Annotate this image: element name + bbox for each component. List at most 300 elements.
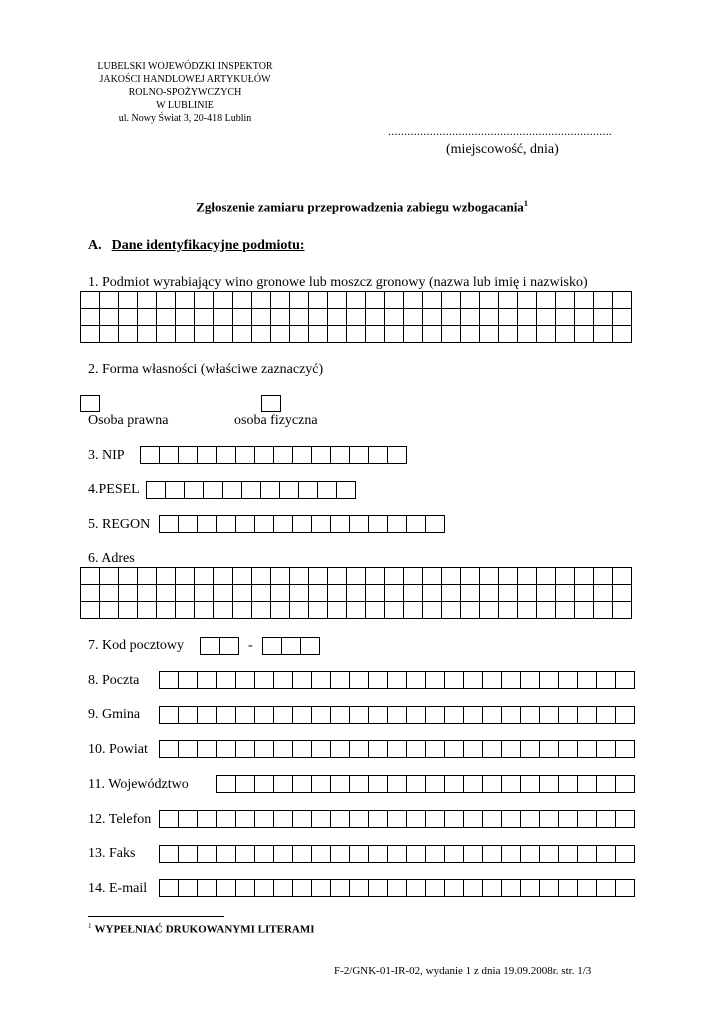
- char-box[interactable]: [312, 447, 331, 464]
- char-box[interactable]: [290, 309, 309, 326]
- char-box[interactable]: [347, 602, 366, 619]
- char-box[interactable]: [597, 776, 616, 793]
- char-box[interactable]: [537, 326, 556, 343]
- char-box[interactable]: [138, 292, 157, 309]
- char-box[interactable]: [214, 326, 233, 343]
- char-box[interactable]: [290, 602, 309, 619]
- char-box[interactable]: [464, 741, 483, 758]
- char-box[interactable]: [616, 880, 635, 897]
- kod-grid-a-table[interactable]: [200, 637, 239, 655]
- char-box[interactable]: [236, 672, 255, 689]
- char-box[interactable]: [616, 672, 635, 689]
- char-box[interactable]: [119, 292, 138, 309]
- char-box[interactable]: [81, 292, 100, 309]
- char-box[interactable]: [388, 811, 407, 828]
- char-box[interactable]: [195, 602, 214, 619]
- char-box[interactable]: [312, 811, 331, 828]
- char-box[interactable]: [480, 292, 499, 309]
- char-box[interactable]: [261, 482, 280, 499]
- char-box[interactable]: [442, 292, 461, 309]
- char-box[interactable]: [331, 516, 350, 533]
- char-box[interactable]: [293, 707, 312, 724]
- char-box[interactable]: [540, 707, 559, 724]
- char-box[interactable]: [160, 516, 179, 533]
- char-box[interactable]: [312, 672, 331, 689]
- char-box[interactable]: [223, 482, 242, 499]
- char-box[interactable]: [480, 326, 499, 343]
- char-box[interactable]: [331, 880, 350, 897]
- char-box[interactable]: [499, 326, 518, 343]
- char-box[interactable]: [350, 811, 369, 828]
- char-box[interactable]: [540, 672, 559, 689]
- char-box[interactable]: [464, 672, 483, 689]
- char-box[interactable]: [540, 846, 559, 863]
- char-box[interactable]: [423, 602, 442, 619]
- char-box[interactable]: [518, 326, 537, 343]
- char-box[interactable]: [100, 292, 119, 309]
- char-box[interactable]: [233, 292, 252, 309]
- char-box[interactable]: [160, 741, 179, 758]
- char-box[interactable]: [217, 776, 236, 793]
- char-box[interactable]: [179, 880, 198, 897]
- char-box[interactable]: [369, 672, 388, 689]
- char-box[interactable]: [404, 292, 423, 309]
- char-box[interactable]: [138, 326, 157, 343]
- char-box[interactable]: [461, 309, 480, 326]
- char-box[interactable]: [350, 516, 369, 533]
- char-box[interactable]: [613, 568, 632, 585]
- char-box[interactable]: [594, 292, 613, 309]
- char-box[interactable]: [537, 292, 556, 309]
- char-box[interactable]: [236, 741, 255, 758]
- char-box[interactable]: [423, 326, 442, 343]
- char-box[interactable]: [597, 880, 616, 897]
- char-box[interactable]: [290, 326, 309, 343]
- char-box[interactable]: [480, 602, 499, 619]
- char-box[interactable]: [483, 776, 502, 793]
- char-box[interactable]: [160, 880, 179, 897]
- char-box[interactable]: [388, 707, 407, 724]
- char-box[interactable]: [290, 568, 309, 585]
- email-grid-table[interactable]: [159, 879, 635, 897]
- char-box[interactable]: [366, 585, 385, 602]
- char-box[interactable]: [100, 326, 119, 343]
- char-box[interactable]: [502, 776, 521, 793]
- char-box[interactable]: [502, 846, 521, 863]
- char-box[interactable]: [483, 672, 502, 689]
- char-box[interactable]: [464, 846, 483, 863]
- char-box[interactable]: [442, 568, 461, 585]
- char-box[interactable]: [274, 516, 293, 533]
- nip-grid-table[interactable]: [140, 446, 407, 464]
- char-box[interactable]: [236, 707, 255, 724]
- char-box[interactable]: [559, 707, 578, 724]
- char-box[interactable]: [388, 447, 407, 464]
- char-box[interactable]: [179, 447, 198, 464]
- char-box[interactable]: [214, 309, 233, 326]
- char-box[interactable]: [597, 707, 616, 724]
- char-box[interactable]: [537, 309, 556, 326]
- char-box[interactable]: [369, 776, 388, 793]
- powiat-grid[interactable]: [159, 740, 635, 758]
- char-box[interactable]: [271, 309, 290, 326]
- char-box[interactable]: [613, 292, 632, 309]
- char-box[interactable]: [252, 309, 271, 326]
- pesel-grid-table[interactable]: [146, 481, 356, 499]
- char-box[interactable]: [328, 309, 347, 326]
- char-box[interactable]: [198, 846, 217, 863]
- char-box[interactable]: [350, 741, 369, 758]
- char-box[interactable]: [81, 326, 100, 343]
- char-box[interactable]: [271, 585, 290, 602]
- regon-grid-table[interactable]: [159, 515, 445, 533]
- char-box[interactable]: [540, 811, 559, 828]
- char-box[interactable]: [445, 880, 464, 897]
- char-box[interactable]: [594, 309, 613, 326]
- char-box[interactable]: [407, 672, 426, 689]
- char-box[interactable]: [461, 326, 480, 343]
- char-box[interactable]: [255, 741, 274, 758]
- char-box[interactable]: [81, 602, 100, 619]
- char-box[interactable]: [366, 309, 385, 326]
- char-box[interactable]: [119, 309, 138, 326]
- char-box[interactable]: [426, 811, 445, 828]
- char-box[interactable]: [369, 880, 388, 897]
- podmiot-grid-table[interactable]: [80, 291, 632, 343]
- char-box[interactable]: [347, 568, 366, 585]
- char-box[interactable]: [217, 880, 236, 897]
- char-box[interactable]: [217, 447, 236, 464]
- char-box[interactable]: [385, 326, 404, 343]
- char-box[interactable]: [616, 707, 635, 724]
- poczta-grid-table[interactable]: [159, 671, 635, 689]
- char-box[interactable]: [309, 292, 328, 309]
- char-box[interactable]: [157, 585, 176, 602]
- char-box[interactable]: [499, 292, 518, 309]
- char-box[interactable]: [518, 309, 537, 326]
- char-box[interactable]: [483, 846, 502, 863]
- wojewodztwo-grid-table[interactable]: [216, 775, 635, 793]
- char-box[interactable]: [518, 602, 537, 619]
- char-box[interactable]: [331, 846, 350, 863]
- char-box[interactable]: [293, 846, 312, 863]
- char-box[interactable]: [220, 638, 239, 655]
- char-box[interactable]: [252, 292, 271, 309]
- char-box[interactable]: [426, 516, 445, 533]
- kod-grid-a[interactable]: [200, 637, 239, 655]
- char-box[interactable]: [483, 741, 502, 758]
- char-box[interactable]: [331, 741, 350, 758]
- char-box[interactable]: [198, 880, 217, 897]
- char-box[interactable]: [388, 516, 407, 533]
- char-box[interactable]: [293, 811, 312, 828]
- char-box[interactable]: [328, 585, 347, 602]
- char-box[interactable]: [195, 585, 214, 602]
- char-box[interactable]: [350, 880, 369, 897]
- char-box[interactable]: [347, 585, 366, 602]
- char-box[interactable]: [176, 326, 195, 343]
- char-box[interactable]: [290, 585, 309, 602]
- char-box[interactable]: [119, 568, 138, 585]
- char-box[interactable]: [388, 741, 407, 758]
- char-box[interactable]: [407, 707, 426, 724]
- char-box[interactable]: [578, 707, 597, 724]
- char-box[interactable]: [157, 326, 176, 343]
- char-box[interactable]: [198, 741, 217, 758]
- char-box[interactable]: [597, 846, 616, 863]
- char-box[interactable]: [271, 602, 290, 619]
- char-box[interactable]: [537, 585, 556, 602]
- char-box[interactable]: [597, 811, 616, 828]
- char-box[interactable]: [407, 880, 426, 897]
- char-box[interactable]: [502, 672, 521, 689]
- char-box[interactable]: [499, 568, 518, 585]
- char-box[interactable]: [331, 672, 350, 689]
- char-box[interactable]: [613, 585, 632, 602]
- char-box[interactable]: [274, 846, 293, 863]
- char-box[interactable]: [445, 811, 464, 828]
- char-box[interactable]: [575, 568, 594, 585]
- char-box[interactable]: [201, 638, 220, 655]
- char-box[interactable]: [274, 811, 293, 828]
- checkbox-osoba-fizyczna[interactable]: [261, 395, 281, 412]
- char-box[interactable]: [252, 585, 271, 602]
- char-box[interactable]: [100, 602, 119, 619]
- char-box[interactable]: [575, 309, 594, 326]
- char-box[interactable]: [233, 602, 252, 619]
- char-box[interactable]: [293, 776, 312, 793]
- char-box[interactable]: [575, 602, 594, 619]
- char-box[interactable]: [160, 811, 179, 828]
- char-box[interactable]: [195, 568, 214, 585]
- char-box[interactable]: [518, 568, 537, 585]
- char-box[interactable]: [274, 741, 293, 758]
- char-box[interactable]: [312, 516, 331, 533]
- char-box[interactable]: [347, 309, 366, 326]
- char-box[interactable]: [521, 672, 540, 689]
- char-box[interactable]: [331, 447, 350, 464]
- char-box[interactable]: [179, 846, 198, 863]
- char-box[interactable]: [556, 309, 575, 326]
- char-box[interactable]: [176, 292, 195, 309]
- char-box[interactable]: [81, 309, 100, 326]
- char-box[interactable]: [426, 776, 445, 793]
- char-box[interactable]: [160, 447, 179, 464]
- char-box[interactable]: [309, 602, 328, 619]
- char-box[interactable]: [198, 707, 217, 724]
- char-box[interactable]: [233, 585, 252, 602]
- char-box[interactable]: [274, 447, 293, 464]
- char-box[interactable]: [166, 482, 185, 499]
- char-box[interactable]: [407, 516, 426, 533]
- char-box[interactable]: [499, 309, 518, 326]
- char-box[interactable]: [255, 811, 274, 828]
- char-box[interactable]: [369, 846, 388, 863]
- char-box[interactable]: [204, 482, 223, 499]
- pesel-grid[interactable]: [146, 481, 356, 499]
- char-box[interactable]: [575, 585, 594, 602]
- char-box[interactable]: [597, 672, 616, 689]
- kod-grid-b[interactable]: [262, 637, 320, 655]
- char-box[interactable]: [404, 326, 423, 343]
- char-box[interactable]: [299, 482, 318, 499]
- char-box[interactable]: [293, 880, 312, 897]
- char-box[interactable]: [255, 846, 274, 863]
- char-box[interactable]: [176, 568, 195, 585]
- char-box[interactable]: [138, 585, 157, 602]
- char-box[interactable]: [179, 811, 198, 828]
- char-box[interactable]: [369, 707, 388, 724]
- char-box[interactable]: [537, 568, 556, 585]
- char-box[interactable]: [616, 811, 635, 828]
- char-box[interactable]: [594, 585, 613, 602]
- char-box[interactable]: [556, 292, 575, 309]
- char-box[interactable]: [423, 292, 442, 309]
- char-box[interactable]: [464, 776, 483, 793]
- char-box[interactable]: [255, 672, 274, 689]
- char-box[interactable]: [502, 811, 521, 828]
- char-box[interactable]: [274, 672, 293, 689]
- char-box[interactable]: [301, 638, 320, 655]
- char-box[interactable]: [242, 482, 261, 499]
- powiat-grid-table[interactable]: [159, 740, 635, 758]
- char-box[interactable]: [255, 880, 274, 897]
- char-box[interactable]: [426, 672, 445, 689]
- char-box[interactable]: [366, 292, 385, 309]
- char-box[interactable]: [176, 309, 195, 326]
- char-box[interactable]: [426, 707, 445, 724]
- char-box[interactable]: [521, 776, 540, 793]
- gmina-grid[interactable]: [159, 706, 635, 724]
- char-box[interactable]: [236, 776, 255, 793]
- char-box[interactable]: [426, 880, 445, 897]
- char-box[interactable]: [160, 672, 179, 689]
- char-box[interactable]: [385, 602, 404, 619]
- char-box[interactable]: [575, 292, 594, 309]
- char-box[interactable]: [369, 447, 388, 464]
- char-box[interactable]: [274, 880, 293, 897]
- char-box[interactable]: [483, 811, 502, 828]
- char-box[interactable]: [328, 292, 347, 309]
- char-box[interactable]: [445, 846, 464, 863]
- char-box[interactable]: [540, 880, 559, 897]
- char-box[interactable]: [179, 707, 198, 724]
- char-box[interactable]: [521, 811, 540, 828]
- char-box[interactable]: [147, 482, 166, 499]
- char-box[interactable]: [613, 326, 632, 343]
- char-box[interactable]: [442, 602, 461, 619]
- char-box[interactable]: [119, 326, 138, 343]
- char-box[interactable]: [138, 309, 157, 326]
- char-box[interactable]: [195, 326, 214, 343]
- char-box[interactable]: [540, 776, 559, 793]
- char-box[interactable]: [176, 602, 195, 619]
- char-box[interactable]: [347, 292, 366, 309]
- char-box[interactable]: [521, 846, 540, 863]
- char-box[interactable]: [483, 707, 502, 724]
- char-box[interactable]: [100, 568, 119, 585]
- char-box[interactable]: [255, 447, 274, 464]
- char-box[interactable]: [328, 568, 347, 585]
- podmiot-grid[interactable]: [80, 291, 632, 343]
- char-box[interactable]: [274, 776, 293, 793]
- char-box[interactable]: [282, 638, 301, 655]
- char-box[interactable]: [100, 309, 119, 326]
- char-box[interactable]: [483, 880, 502, 897]
- char-box[interactable]: [613, 602, 632, 619]
- char-box[interactable]: [233, 568, 252, 585]
- char-box[interactable]: [138, 602, 157, 619]
- kod-grid-b-table[interactable]: [262, 637, 320, 655]
- char-box[interactable]: [594, 326, 613, 343]
- char-box[interactable]: [464, 880, 483, 897]
- char-box[interactable]: [366, 602, 385, 619]
- char-box[interactable]: [369, 516, 388, 533]
- char-box[interactable]: [480, 585, 499, 602]
- poczta-grid[interactable]: [159, 671, 635, 689]
- char-box[interactable]: [160, 846, 179, 863]
- regon-grid[interactable]: [159, 515, 445, 533]
- char-box[interactable]: [388, 672, 407, 689]
- char-box[interactable]: [309, 326, 328, 343]
- char-box[interactable]: [423, 585, 442, 602]
- email-grid[interactable]: [159, 879, 635, 897]
- char-box[interactable]: [404, 568, 423, 585]
- char-box[interactable]: [179, 516, 198, 533]
- char-box[interactable]: [138, 568, 157, 585]
- char-box[interactable]: [404, 309, 423, 326]
- char-box[interactable]: [366, 326, 385, 343]
- char-box[interactable]: [578, 776, 597, 793]
- char-box[interactable]: [217, 811, 236, 828]
- char-box[interactable]: [480, 568, 499, 585]
- char-box[interactable]: [350, 672, 369, 689]
- char-box[interactable]: [331, 707, 350, 724]
- char-box[interactable]: [195, 292, 214, 309]
- char-box[interactable]: [597, 741, 616, 758]
- char-box[interactable]: [157, 602, 176, 619]
- char-box[interactable]: [518, 585, 537, 602]
- char-box[interactable]: [233, 326, 252, 343]
- char-box[interactable]: [252, 602, 271, 619]
- char-box[interactable]: [616, 776, 635, 793]
- char-box[interactable]: [385, 585, 404, 602]
- char-box[interactable]: [185, 482, 204, 499]
- char-box[interactable]: [445, 672, 464, 689]
- telefon-grid[interactable]: [159, 810, 635, 828]
- char-box[interactable]: [404, 585, 423, 602]
- char-box[interactable]: [556, 568, 575, 585]
- char-box[interactable]: [499, 585, 518, 602]
- char-box[interactable]: [559, 776, 578, 793]
- char-box[interactable]: [423, 568, 442, 585]
- adres-grid-table[interactable]: [80, 567, 632, 619]
- char-box[interactable]: [236, 846, 255, 863]
- checkbox-osoba-prawna[interactable]: [80, 395, 100, 412]
- char-box[interactable]: [331, 776, 350, 793]
- char-box[interactable]: [407, 776, 426, 793]
- char-box[interactable]: [559, 880, 578, 897]
- char-box[interactable]: [578, 741, 597, 758]
- char-box[interactable]: [157, 309, 176, 326]
- char-box[interactable]: [293, 741, 312, 758]
- char-box[interactable]: [157, 292, 176, 309]
- char-box[interactable]: [255, 707, 274, 724]
- char-box[interactable]: [347, 326, 366, 343]
- char-box[interactable]: [198, 516, 217, 533]
- telefon-grid-table[interactable]: [159, 810, 635, 828]
- char-box[interactable]: [464, 707, 483, 724]
